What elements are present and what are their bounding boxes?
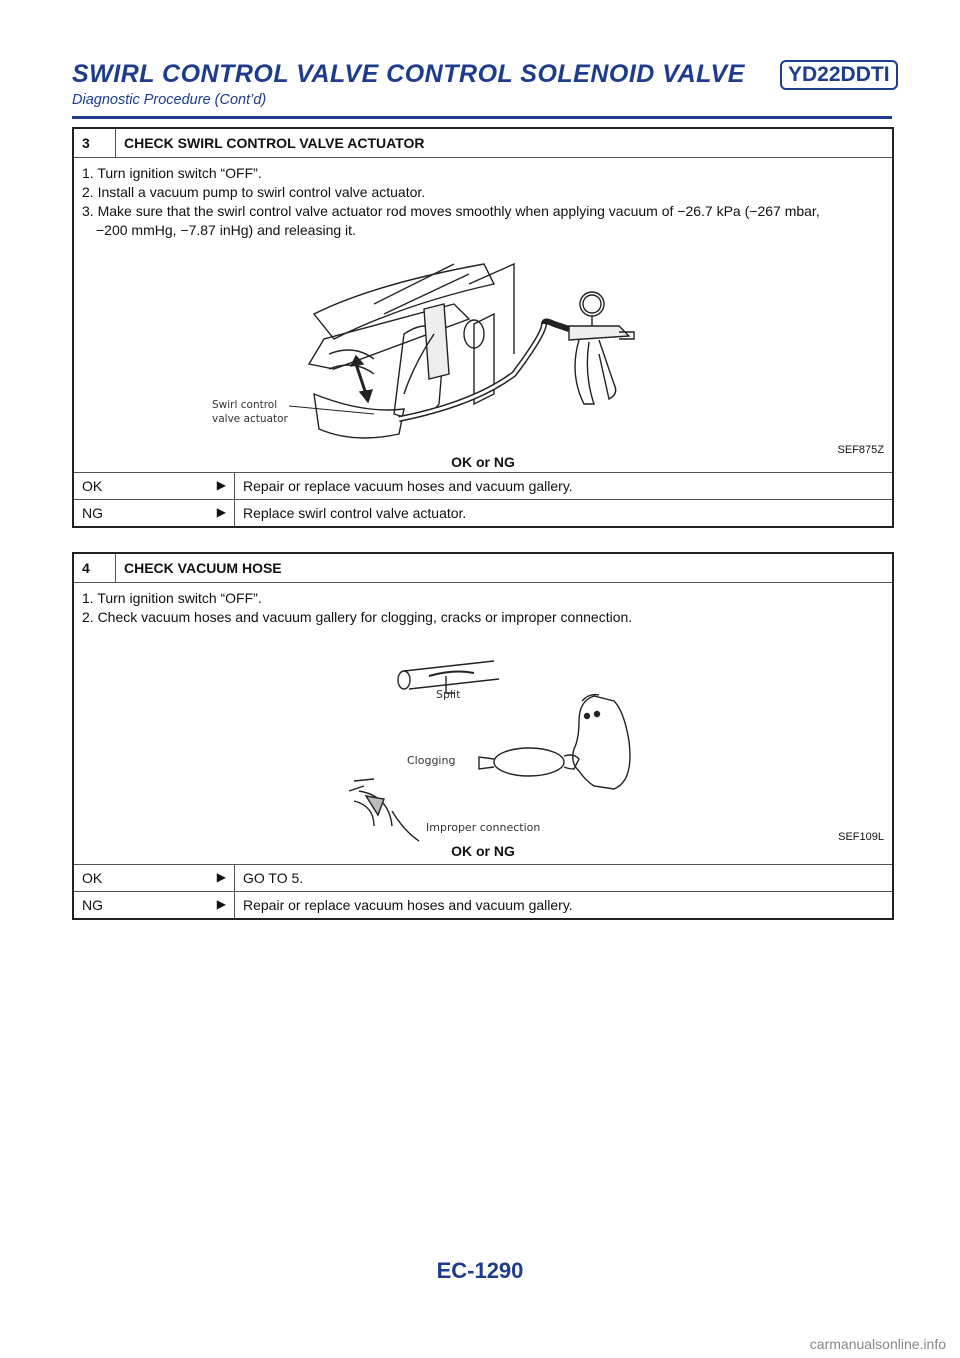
arrow-right-icon: ▶	[216, 478, 226, 492]
page-number: EC-1290	[436, 1258, 524, 1283]
result-action: Repair or replace vacuum hoses and vacuum gallery.	[234, 473, 892, 499]
page-subtitle: Diagnostic Procedure (Cont’d)	[72, 92, 267, 108]
step-3-block	[72, 127, 894, 528]
figure-label-actuator-line1: Swirl control	[212, 399, 278, 411]
instruction-line: 2. Check vacuum hoses and vacuum gallery for clogging, cracks or improper connection.	[82, 609, 633, 625]
step-3-title: CHECK SWIRL CONTROL VALVE ACTUATOR	[124, 135, 425, 151]
step-4-number: 4	[74, 554, 116, 582]
figure-label-actuator-line2: valve actuator	[212, 413, 288, 425]
vacuum-pump-illustration	[74, 244, 888, 469]
figure-label-improper: Improper connection	[426, 821, 541, 834]
figure-code: SEF109L	[838, 831, 884, 843]
instruction-line: 1. Turn ignition switch “OFF”.	[82, 590, 262, 606]
figure-label-clogging: Clogging	[407, 754, 456, 767]
result-action: GO TO 5.	[234, 865, 892, 891]
arrow-right-icon: ▶	[216, 870, 226, 884]
step-3-number: 3	[74, 129, 116, 157]
watermark: carmanualsonline.info	[809, 1336, 946, 1352]
verdict-label: OK or NG	[451, 843, 515, 859]
result-label: NG	[82, 505, 103, 521]
result-action: Repair or replace vacuum hoses and vacuum gallery.	[234, 892, 892, 918]
result-ng	[74, 892, 234, 918]
result-label: OK	[82, 870, 103, 886]
result-ng	[74, 500, 234, 526]
page-title: SWIRL CONTROL VALVE CONTROL SOLENOID VALVE	[72, 60, 745, 88]
vacuum-hose-figure	[74, 631, 892, 864]
result-label: OK	[82, 478, 103, 494]
result-action: Replace swirl control valve actuator.	[234, 500, 892, 526]
instruction-line: 3. Make sure that the swirl control valve actuator rod moves smoothly when applying vacuum of −26.7 kPa (−267 mbar,	[82, 203, 820, 219]
result-ok	[74, 865, 234, 891]
instruction-line: 2. Install a vacuum pump to swirl control valve actuator.	[82, 184, 426, 200]
result-label: NG	[82, 897, 103, 913]
instruction-line: −200 mmHg, −7.87 inHg) and releasing it.	[96, 222, 356, 238]
arrow-right-icon: ▶	[216, 897, 226, 911]
step-4-block	[72, 552, 894, 920]
instruction-line: 1. Turn ignition switch “OFF”.	[82, 165, 262, 181]
verdict-label: OK or NG	[451, 454, 515, 470]
engine-badge: YD22DDTI	[780, 60, 898, 90]
step-4-instructions	[74, 583, 892, 631]
actuator-figure	[74, 244, 892, 472]
hose-faults-illustration	[74, 631, 888, 861]
figure-label-split: Split	[436, 688, 461, 701]
header-divider	[72, 116, 892, 119]
step-3-instructions	[74, 158, 892, 244]
figure-code: SEF875Z	[837, 444, 884, 456]
result-ok	[74, 473, 234, 499]
arrow-right-icon: ▶	[216, 505, 226, 519]
step-4-title: CHECK VACUUM HOSE	[124, 560, 282, 576]
